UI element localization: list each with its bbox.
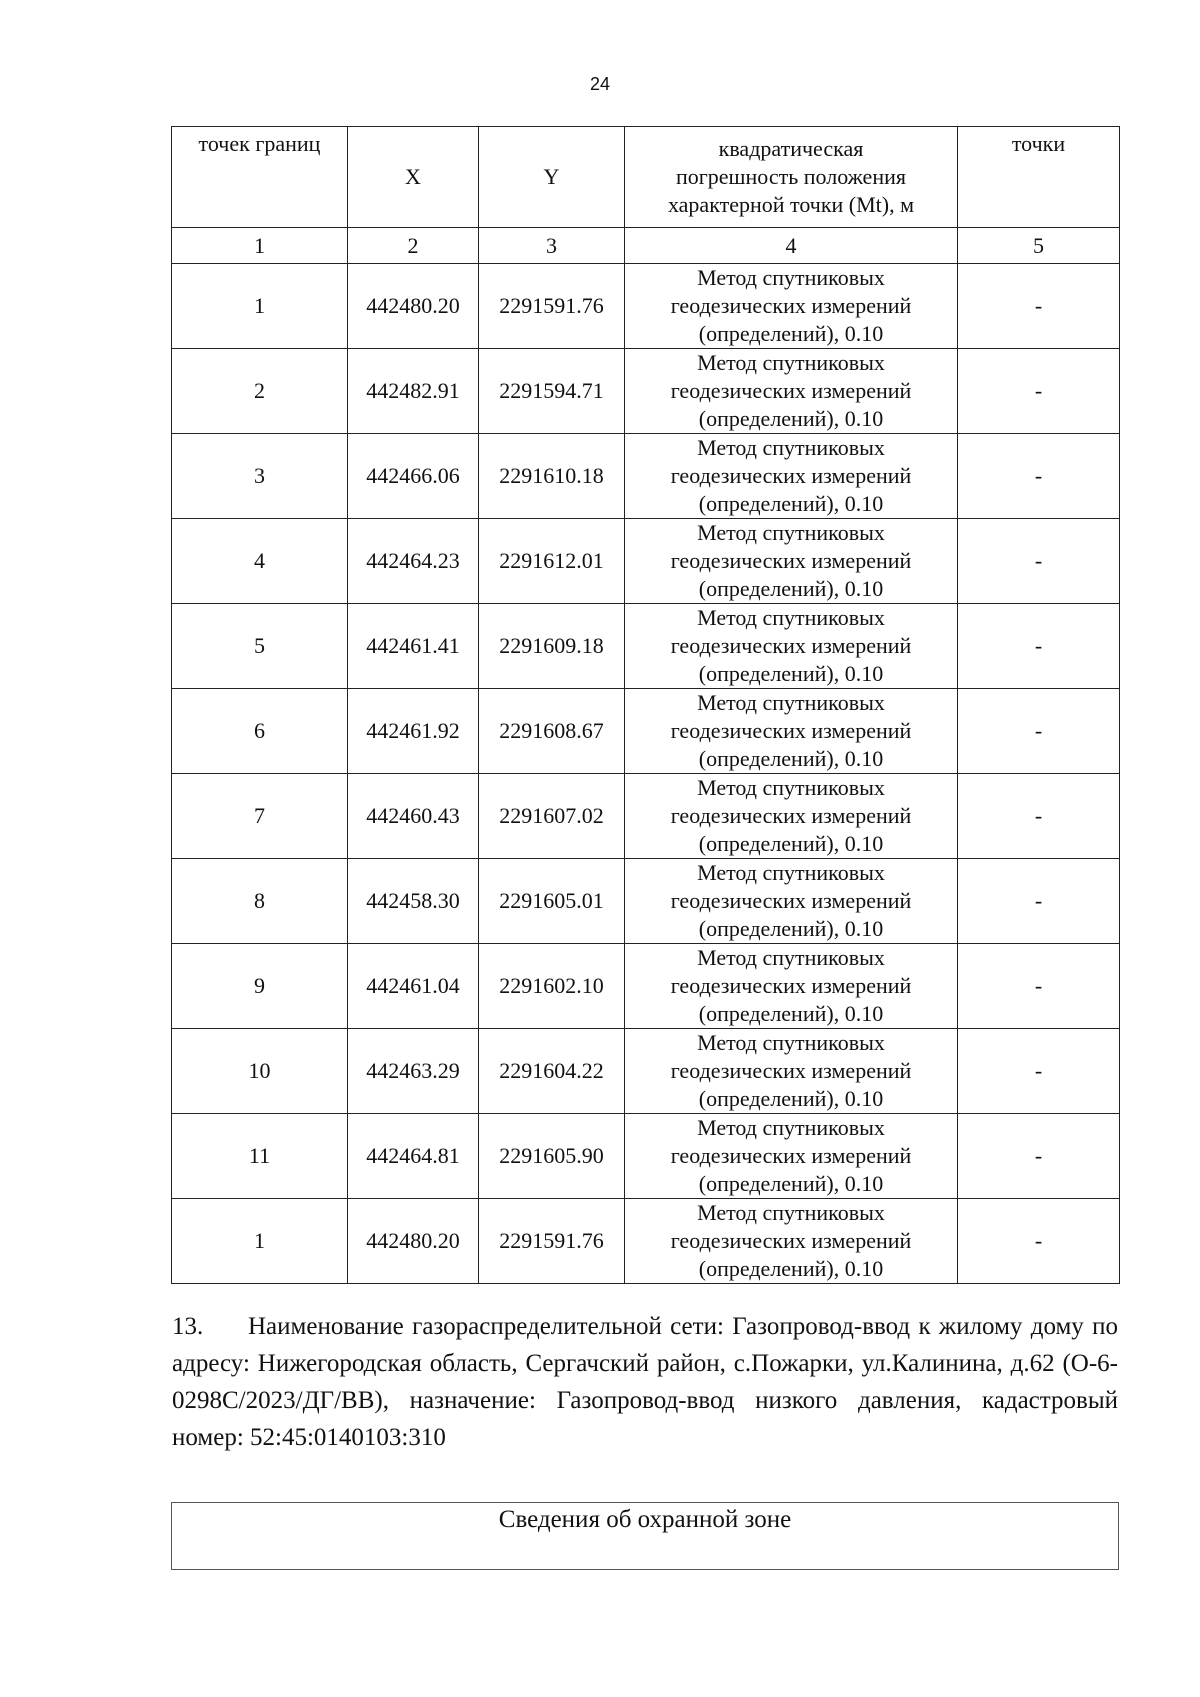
table-row	[172, 604, 1120, 689]
description-cell: -	[958, 689, 1120, 774]
point-number-cell: 2	[172, 349, 348, 434]
method-line: геодезических измерений	[670, 293, 912, 318]
description-cell: -	[958, 859, 1120, 944]
x-coordinate-cell: 442458.30	[348, 859, 479, 944]
method-line: геодезических измерений	[670, 378, 912, 403]
description-cell: -	[958, 774, 1120, 859]
point-number-cell: 8	[172, 859, 348, 944]
point-number-cell: 9	[172, 944, 348, 1029]
table-row	[172, 434, 1120, 519]
y-coordinate-cell: 2291610.18	[479, 434, 625, 519]
method-line: (определений), 0.10	[698, 576, 884, 601]
method-cell	[625, 1029, 958, 1114]
y-coordinate-cell: 2291591.76	[479, 264, 625, 349]
y-coordinate-cell: 2291591.76	[479, 1199, 625, 1284]
protection-zone-title: Сведения об охранной зоне	[498, 1506, 792, 1533]
method-line: (определений), 0.10	[698, 831, 884, 856]
method-line: (определений), 0.10	[698, 1256, 884, 1281]
description-cell: -	[958, 604, 1120, 689]
x-coordinate-cell: 442463.29	[348, 1029, 479, 1114]
method-line: геодезических измерений	[670, 463, 912, 488]
method-line: (определений), 0.10	[698, 916, 884, 941]
header-point-label: точек границ	[172, 127, 348, 228]
table-row	[172, 774, 1120, 859]
header-x: X	[348, 127, 479, 228]
x-coordinate-cell: 442461.41	[348, 604, 479, 689]
section-number: 13.	[172, 1313, 204, 1340]
header-y: Y	[479, 127, 625, 228]
table-row	[172, 1114, 1120, 1199]
coordinates-table	[171, 126, 1120, 1284]
method-cell	[625, 1199, 958, 1284]
column-number: 3	[479, 228, 625, 264]
x-coordinate-cell: 442466.06	[348, 434, 479, 519]
table-row	[172, 944, 1120, 1029]
method-cell	[625, 944, 958, 1029]
y-coordinate-cell: 2291604.22	[479, 1029, 625, 1114]
method-line: (определений), 0.10	[698, 406, 884, 431]
method-line: (определений), 0.10	[698, 1001, 884, 1026]
column-number: 2	[348, 228, 479, 264]
method-cell	[625, 774, 958, 859]
table-row	[172, 349, 1120, 434]
column-number: 1	[172, 228, 348, 264]
method-line: Метод спутниковых	[697, 775, 885, 800]
method-line: (определений), 0.10	[698, 746, 884, 771]
table-row	[172, 859, 1120, 944]
page-number: 24	[589, 74, 611, 94]
x-coordinate-cell: 442461.92	[348, 689, 479, 774]
table-row	[172, 264, 1120, 349]
table-row	[172, 689, 1120, 774]
method-cell	[625, 859, 958, 944]
method-line: Метод спутниковых	[697, 265, 885, 290]
y-coordinate-cell: 2291612.01	[479, 519, 625, 604]
method-line: Метод спутниковых	[697, 1030, 885, 1055]
method-line: геодезических измерений	[670, 973, 912, 998]
x-coordinate-cell: 442480.20	[348, 264, 479, 349]
x-coordinate-cell: 442482.91	[348, 349, 479, 434]
description-cell: -	[958, 264, 1120, 349]
description-cell: -	[958, 1029, 1120, 1114]
method-line: Метод спутниковых	[697, 690, 885, 715]
point-number-cell: 3	[172, 434, 348, 519]
method-line: (определений), 0.10	[698, 491, 884, 516]
method-line: Метод спутниковых	[697, 520, 885, 545]
method-line: геодезических измерений	[670, 888, 912, 913]
method-line: (определений), 0.10	[698, 1171, 884, 1196]
x-coordinate-cell: 442480.20	[348, 1199, 479, 1284]
description-cell: -	[958, 944, 1120, 1029]
method-line: (определений), 0.10	[698, 321, 884, 346]
header-error	[625, 127, 958, 228]
point-number-cell: 7	[172, 774, 348, 859]
x-coordinate-cell: 442464.81	[348, 1114, 479, 1199]
method-line: геодезических измерений	[670, 1143, 912, 1168]
section-paragraph	[172, 1308, 1118, 1456]
method-line: (определений), 0.10	[698, 661, 884, 686]
method-line: Метод спутниковых	[697, 605, 885, 630]
column-numbers-row	[172, 228, 1120, 264]
method-cell	[625, 434, 958, 519]
method-line: Метод спутниковых	[697, 350, 885, 375]
method-line: Метод спутниковых	[697, 435, 885, 460]
point-number-cell: 10	[172, 1029, 348, 1114]
method-line: Метод спутниковых	[697, 945, 885, 970]
y-coordinate-cell: 2291605.90	[479, 1114, 625, 1199]
description-cell: -	[958, 519, 1120, 604]
table-row	[172, 519, 1120, 604]
method-line: Метод спутниковых	[697, 860, 885, 885]
table-row	[172, 1029, 1120, 1114]
description-cell: -	[958, 1114, 1120, 1199]
header-description: точки	[958, 127, 1120, 228]
point-number-cell: 1	[172, 1199, 348, 1284]
column-number: 4	[625, 228, 958, 264]
method-cell	[625, 1114, 958, 1199]
method-cell	[625, 689, 958, 774]
description-cell: -	[958, 434, 1120, 519]
y-coordinate-cell: 2291607.02	[479, 774, 625, 859]
section-text: Наименование газораспределительной сети: Газопровод-ввод к жилому дому по адресу: Нижегородская область, Сергачский район, с.Пожарки, ул.Калинина, д.62 (О-6-0298С/2023/ДГ/ВВ), назначение: Газопровод-ввод низкого давления, кадастровый номер: 52:45:0140103:310	[172, 1313, 1118, 1451]
description-cell: -	[958, 1199, 1120, 1284]
method-line: Метод спутниковых	[697, 1200, 885, 1225]
method-cell	[625, 349, 958, 434]
method-line: геодезических измерений	[670, 548, 912, 573]
method-line: геодезических измерений	[670, 1228, 912, 1253]
method-cell	[625, 519, 958, 604]
table-header-row	[172, 127, 1120, 228]
protection-zone-box	[171, 1502, 1119, 1570]
method-line: Метод спутниковых	[697, 1115, 885, 1140]
point-number-cell: 1	[172, 264, 348, 349]
x-coordinate-cell: 442464.23	[348, 519, 479, 604]
point-number-cell: 5	[172, 604, 348, 689]
y-coordinate-cell: 2291608.67	[479, 689, 625, 774]
y-coordinate-cell: 2291605.01	[479, 859, 625, 944]
header-error-line: погрешность положения	[676, 164, 906, 189]
method-line: геодезических измерений	[670, 803, 912, 828]
point-number-cell: 6	[172, 689, 348, 774]
method-cell	[625, 604, 958, 689]
method-cell	[625, 264, 958, 349]
table-row	[172, 1199, 1120, 1284]
y-coordinate-cell: 2291602.10	[479, 944, 625, 1029]
point-number-cell: 4	[172, 519, 348, 604]
y-coordinate-cell: 2291594.71	[479, 349, 625, 434]
point-number-cell: 11	[172, 1114, 348, 1199]
x-coordinate-cell: 442461.04	[348, 944, 479, 1029]
header-error-line: квадратическая	[718, 136, 864, 161]
description-cell: -	[958, 349, 1120, 434]
method-line: геодезических измерений	[670, 633, 912, 658]
y-coordinate-cell: 2291609.18	[479, 604, 625, 689]
method-line: геодезических измерений	[670, 1058, 912, 1083]
x-coordinate-cell: 442460.43	[348, 774, 479, 859]
column-number: 5	[958, 228, 1120, 264]
method-line: (определений), 0.10	[698, 1086, 884, 1111]
header-error-line: характерной точки (Mt), м	[667, 192, 915, 217]
method-line: геодезических измерений	[670, 718, 912, 743]
